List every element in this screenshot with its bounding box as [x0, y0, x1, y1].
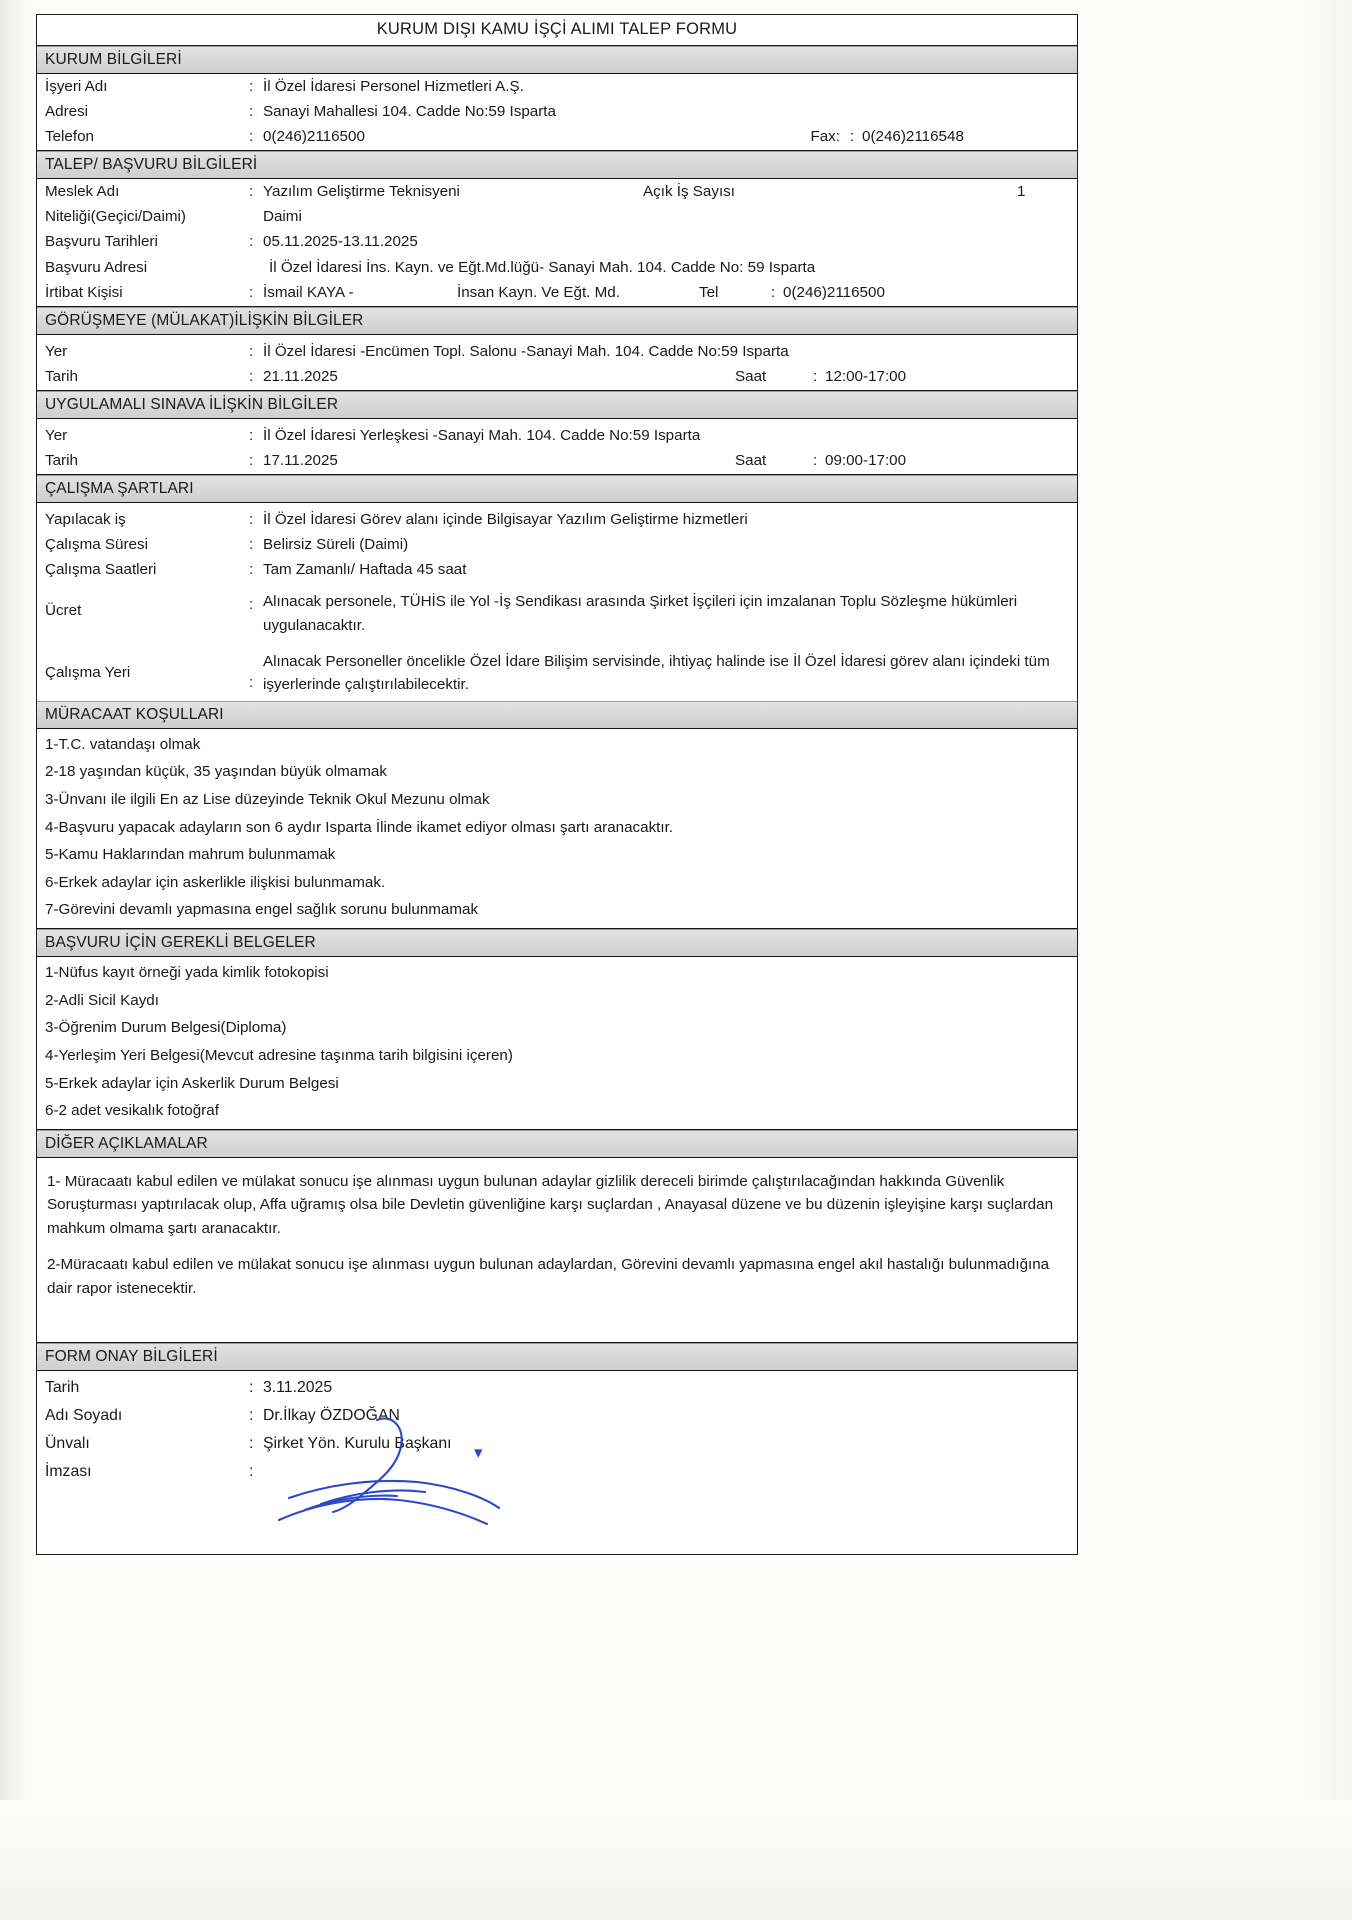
value-calisma-saatleri: Tam Zamanlı/ Haftada 45 saat — [263, 561, 467, 579]
section-header-diger-aciklamalar: DİĞER AÇIKLAMALAR — [37, 1130, 1077, 1158]
label-gorusme-tarih: Tarih — [45, 367, 78, 385]
list-item: 1-T.C. vatandaşı olmak — [45, 735, 201, 753]
value-acik-is-sayisi: 1 — [1017, 183, 1026, 201]
table-row-irtibat-kisisi — [37, 280, 1077, 307]
table-row-basvuru-tarihleri — [37, 229, 1077, 254]
value-meslek-adi: Yazılım Geliştirme Teknisyeni — [263, 183, 460, 201]
gerekli-belgeler-list — [37, 957, 1077, 1130]
colon-onay-tarih: : — [249, 1378, 254, 1396]
colon-yapilacak-is: : — [249, 511, 254, 529]
table-row-adresi — [37, 99, 1077, 124]
label-calisma-suresi: Çalışma Süresi — [45, 536, 148, 554]
list-item: 3-Ünvanı ile ilgili En az Lise düzeyinde Teknik Okul Mezunu olmak — [45, 790, 490, 808]
label-onay-unvan: Ünvalı — [45, 1434, 90, 1452]
colon-meslek-adi: : — [249, 183, 254, 201]
calisma-sartlari-rows — [37, 503, 1077, 701]
value-gorusme-saat: 12:00-17:00 — [825, 367, 907, 385]
label-calisma-saatleri: Çalışma Saatleri — [45, 561, 157, 579]
table-row-ucret — [37, 582, 1077, 641]
list-item: 7-Görevini devamlı yapmasına engel sağlık sorunu bulunmamak — [37, 897, 1077, 929]
colon-irtibat-kisisi: : — [249, 283, 254, 301]
paragraph-2: 2-Müracaatı kabul edilen ve mülakat sonucu işe alınması uygun bulunan adaylardan, Görevini devamlı yapmasına engel akıl hastalığı bulunmadığına dair rapor istenecektir. — [47, 1255, 1050, 1297]
colon-calisma-saatleri: : — [249, 561, 254, 579]
talep-basvuru-rows — [37, 179, 1077, 306]
label-ucret: Ücret — [45, 602, 82, 620]
label-adresi: Adresi — [45, 103, 89, 121]
list-item: 5-Erkek adaylar için Askerlik Durum Belgesi — [45, 1074, 339, 1092]
signature-flourish: ▾ — [474, 1442, 483, 1462]
section-header-gerekli-belgeler: BAŞVURU İÇİN GEREKLİ BELGELER — [37, 929, 1077, 957]
value-onay-unvan: Şirket Yön. Kurulu Başkanı — [263, 1434, 452, 1452]
table-row-gorusme-yer — [37, 335, 1077, 364]
label-onay-imza: İmzası — [45, 1462, 92, 1480]
label-calisma-yeri: Çalışma Yeri — [45, 663, 131, 681]
label-sinav-tarih: Tarih — [45, 452, 78, 470]
colon-gorusme-yer: : — [249, 342, 254, 360]
value-basvuru-tarihleri: 05.11.2025-13.11.2025 — [263, 233, 418, 251]
colon-onay-adi-soyadi: : — [249, 1406, 254, 1424]
label-yapilacak-is: Yapılacak iş — [45, 511, 126, 529]
muracaat-kosullari-list — [37, 729, 1077, 929]
table-row-onay-imza — [37, 1458, 1077, 1486]
gorusme-rows — [37, 335, 1077, 391]
section-header-kurum-bilgileri: KURUM BİLGİLERİ — [37, 46, 1077, 74]
label-meslek-adi: Meslek Adı — [45, 183, 120, 201]
section-header-talep-basvuru: TALEP/ BAŞVURU BİLGİLERİ — [37, 151, 1077, 179]
table-row-onay-tarih — [37, 1371, 1077, 1402]
value-telefon: 0(246)2116500 — [263, 128, 365, 146]
value-basvuru-adresi: İl Özel İdaresi İns. Kayn. ve Eğt.Md.lüğü- Sanayi Mah. 104. Cadde No: 59 Isparta — [269, 258, 816, 276]
colon-telefon: : — [249, 128, 254, 146]
list-item: 5-Kamu Haklarından mahrum bulunmamak — [45, 846, 336, 864]
label-irtibat-tel: Tel — [699, 283, 719, 301]
list-item: 4-Yerleşim Yeri Belgesi(Mevcut adresine taşınma tarih bilgisini içeren) — [45, 1046, 513, 1064]
colon-onay-imza: : — [249, 1462, 254, 1480]
label-gorusme-yer: Yer — [45, 342, 68, 360]
scan-edge-left — [0, 0, 34, 1920]
value-sinav-tarih: 17.11.2025 — [263, 452, 338, 470]
label-basvuru-adresi: Başvuru Adresi — [45, 258, 148, 276]
colon-gorusme-saat: : — [813, 367, 818, 385]
colon-fax: : — [850, 128, 855, 146]
recruitment-request-form — [36, 14, 1078, 1555]
table-row-yapilacak-is — [37, 503, 1077, 532]
colon-irtibat-tel: : — [771, 283, 776, 301]
value-fax: 0(246)2116548 — [862, 128, 964, 146]
list-item: 3-Öğrenim Durum Belgesi(Diploma) — [45, 1019, 287, 1037]
colon-basvuru-tarihleri: : — [249, 233, 254, 251]
list-item: 2-Adli Sicil Kaydı — [45, 991, 159, 1009]
value-gorusme-yer: İl Özel İdaresi -Encümen Topl. Salonu -Sanayi Mah. 104. Cadde No:59 Isparta — [263, 342, 789, 360]
label-onay-adi-soyadi: Adı Soyadı — [45, 1406, 123, 1424]
colon-gorusme-tarih: : — [249, 367, 254, 385]
table-row-sinav-tarih — [37, 448, 1077, 475]
section-header-muracaat-kosullari: MÜRACAAT KOŞULLARI — [37, 701, 1077, 729]
table-row-niteligi — [37, 204, 1077, 229]
value-sinav-saat: 09:00-17:00 — [825, 452, 907, 470]
uygulamali-sinav-rows — [37, 419, 1077, 475]
list-item: 1-Nüfus kayıt örneği yada kimlik fotokopisi — [45, 964, 329, 982]
value-irtibat-tel: 0(246)2116500 — [783, 283, 885, 301]
label-niteligi: Niteliği(Geçici/Daimi) — [45, 208, 186, 226]
label-sinav-saat: Saat — [735, 452, 767, 470]
table-row-basvuru-adresi — [37, 255, 1077, 280]
value-irtibat-unvan: İnsan Kayn. Ve Eğt. Md. — [457, 283, 620, 301]
list-item: 6-Erkek adaylar için askerlikle ilişkisi bulunmamak. — [45, 873, 386, 891]
table-row-isyeri-adi — [37, 74, 1077, 99]
value-irtibat-kisisi: İsmail KAYA - — [263, 283, 354, 301]
value-calisma-suresi: Belirsiz Süreli (Daimi) — [263, 536, 409, 554]
label-isyeri-adi: İşyeri Adı — [45, 78, 108, 95]
list-item: 2-18 yaşından küçük, 35 yaşından büyük olmamak — [45, 763, 387, 781]
value-adresi: Sanayi Mahallesi 104. Cadde No:59 Isparta — [263, 103, 556, 121]
paragraph-1: 1- Müracaatı kabul edilen ve mülakat sonucu işe alınması uygun bulunan adaylar gizlilik dereceli birimde çalıştırılacağından hakkında Güvenlik Soruşturması yaptırılacak olup, Affa uğramış olsa bile Devletin güvenliğine karşı suçlardan , Anayasal düzene ve bu düzenin işleyişine karşı suçlardan mahkum olmama şartı aranacaktır. — [47, 1172, 1054, 1238]
value-ucret: Alınacak personele, TÜHİS ile Yol -İş Sendikası arasında Şirket İşçileri için imzalanan Toplu Sözleşme hükümleri uygulanacaktır. — [263, 593, 1018, 634]
table-row-telefon — [37, 124, 1077, 151]
table-row-calisma-saatleri — [37, 557, 1077, 582]
list-item: 4-Başvuru yapacak adayların son 6 aydır Isparta İlinde ikamet ediyor olması şartı aranacaktır. — [45, 818, 674, 836]
colon-onay-unvan: : — [249, 1434, 254, 1452]
section-header-uygulamali-sinav: UYGULAMALI SINAVA İLİŞKİN BİLGİLER — [37, 391, 1077, 419]
value-onay-adi-soyadi: Dr.İlkay ÖZDOĞAN — [263, 1406, 400, 1424]
label-gorusme-saat: Saat — [735, 367, 767, 385]
colon-calisma-yeri: : — [249, 673, 254, 691]
value-onay-tarih: 3.11.2025 — [263, 1378, 333, 1396]
table-row-calisma-suresi — [37, 532, 1077, 557]
scan-edge-right — [1292, 0, 1352, 1920]
colon-calisma-suresi: : — [249, 536, 254, 554]
form-onay-rows — [37, 1371, 1077, 1554]
diger-aciklamalar-body — [37, 1158, 1077, 1343]
table-row-onay-adi-soyadi — [37, 1402, 1077, 1430]
label-acik-is-sayisi: Açık İş Sayısı — [643, 183, 735, 201]
value-sinav-yer: İl Özel İdaresi Yerleşkesi -Sanayi Mah. 104. Cadde No:59 Isparta — [263, 426, 701, 444]
colon-isyeri-adi: : — [249, 78, 254, 95]
value-niteligi: Daimi — [263, 208, 302, 226]
label-basvuru-tarihleri: Başvuru Tarihleri — [45, 233, 158, 251]
table-row-onay-unvan — [37, 1430, 1077, 1458]
value-gorusme-tarih: 21.11.2025 — [263, 367, 338, 385]
table-row-meslek-adi — [37, 179, 1077, 204]
section-header-gorusme: GÖRÜŞMEYE (MÜLAKAT)İLİŞKİN BİLGİLER — [37, 307, 1077, 335]
table-row-calisma-yeri — [37, 642, 1077, 701]
colon-sinav-saat: : — [813, 452, 818, 470]
label-irtibat-kisisi: İrtibat Kişisi — [45, 283, 123, 301]
kurum-bilgileri-rows — [37, 74, 1077, 151]
value-yapilacak-is: İl Özel İdaresi Görev alanı içinde Bilgisayar Yazılım Geliştirme hizmetleri — [263, 511, 748, 529]
section-header-calisma-sartlari: ÇALIŞMA ŞARTLARI — [37, 475, 1077, 503]
form-title: KURUM DIŞI KAMU İŞÇİ ALIMI TALEP FORMU — [37, 15, 1077, 46]
colon-adresi: : — [249, 103, 254, 121]
colon-sinav-tarih: : — [249, 452, 254, 470]
table-row-sinav-yer — [37, 419, 1077, 448]
label-telefon: Telefon — [45, 128, 94, 146]
value-calisma-yeri: Alınacak Personeller öncelikle Özel İdare Bilişim servisinde, ihtiyaç halinde ise İl Özel İdaresi görev alanı içindeki tüm işyerlerinde çalıştırılabilecektir. — [263, 652, 1050, 694]
colon-ucret: : — [249, 596, 254, 614]
table-row-gorusme-tarih — [37, 364, 1077, 391]
scan-edge-bottom — [0, 1800, 1352, 1920]
section-header-form-onay: FORM ONAY BİLGİLERİ — [37, 1343, 1077, 1371]
label-sinav-yer: Yer — [45, 426, 68, 444]
label-fax: Fax: — [810, 128, 840, 146]
list-item: 6-2 adet vesikalık fotoğraf — [37, 1098, 1077, 1130]
label-onay-tarih: Tarih — [45, 1378, 80, 1396]
value-isyeri-adi: İl Özel İdaresi Personel Hizmetleri A.Ş. — [263, 78, 524, 95]
colon-sinav-yer: : — [249, 426, 254, 444]
